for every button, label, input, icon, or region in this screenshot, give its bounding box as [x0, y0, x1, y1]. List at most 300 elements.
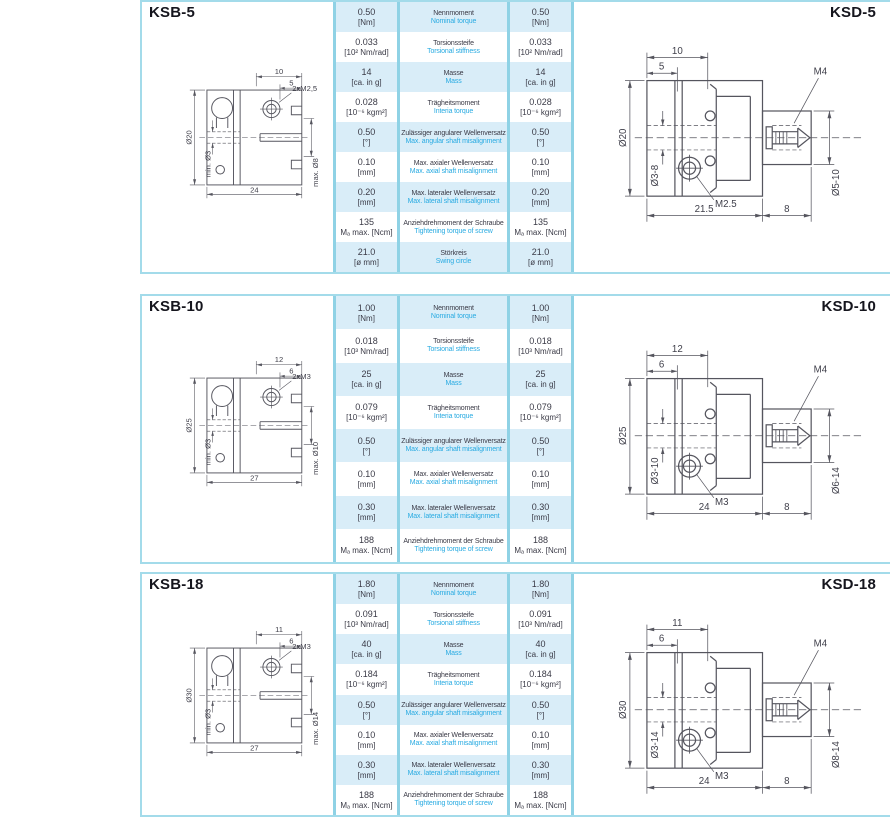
label-english: Torsional stiffness: [427, 619, 480, 627]
label-german: Zulässiger angularer Wellenversatz: [401, 129, 506, 137]
value-number: 14: [361, 67, 372, 77]
technical-drawing-ksd: [580, 336, 872, 537]
spec-table: [333, 2, 574, 272]
hub-bore-label: max. Ø10: [310, 441, 320, 475]
dim-label: 6: [289, 636, 294, 646]
label-german: Nennmoment: [433, 305, 474, 313]
value-unit: [10⁻⁶ kgm²]: [346, 108, 387, 117]
dim-label: 5: [289, 78, 294, 88]
spec-row: [336, 396, 571, 429]
value-unit: [10³ Nm/rad]: [344, 346, 389, 356]
dim-label: 12: [274, 354, 284, 364]
value-number: 0.50: [357, 435, 376, 446]
value-number: 40: [361, 639, 372, 650]
spec-label: [397, 529, 510, 562]
screw-label: 2xM3: [292, 371, 311, 381]
label-german: Masse: [443, 641, 464, 649]
value-number: 14: [535, 67, 546, 77]
set-screw-label: M4: [813, 364, 828, 376]
spec-value-left: [336, 212, 397, 242]
technical-drawing-ksb: [150, 54, 335, 204]
value-unit: [mm]: [357, 479, 376, 489]
spec-label: [397, 152, 510, 182]
label-english: Mass: [445, 77, 462, 85]
spec-label: [397, 92, 510, 122]
dim-label: 8: [784, 203, 790, 215]
value-unit: [Nm]: [532, 313, 549, 323]
dim-label: 5: [658, 61, 665, 73]
value-unit: [ca. in g]: [351, 380, 382, 390]
label-english: Nominal torque: [430, 589, 477, 597]
ksb-drawing-svg: [150, 612, 335, 762]
spec-label: [397, 2, 510, 32]
hub-bore-label: max. Ø8: [310, 158, 320, 187]
spec-value-right: [510, 242, 571, 272]
label-english: Max. angular shaft misalignment: [405, 710, 502, 718]
value-unit: [mm]: [531, 198, 550, 207]
label-english: Interia torque: [433, 412, 474, 420]
spec-label: [397, 62, 510, 92]
value-number: 0.028: [529, 97, 552, 107]
label-english: Tightening torque of screw: [414, 227, 493, 235]
label-german: Max. lateraler Wellenversatz: [411, 504, 496, 512]
label-english: Max. angular shaft misalignment: [405, 446, 502, 454]
spec-value-right: [510, 785, 571, 815]
label-german: Nennmoment: [433, 9, 474, 17]
spec-value-left: [336, 329, 397, 362]
spec-label: [397, 296, 510, 329]
spec-row: [336, 2, 571, 32]
clamp-screw-label: M3: [715, 771, 729, 783]
spec-value-right: [510, 329, 571, 362]
label-german: Max. axialer Wellenversatz: [413, 159, 494, 167]
dim-label: 10: [274, 66, 284, 76]
ksd-drawing-svg: [580, 336, 872, 537]
value-number: 0.50: [531, 127, 550, 137]
spec-label: [397, 32, 510, 62]
set-screw-label: M4: [813, 66, 828, 78]
value-number: 0.10: [357, 729, 376, 740]
spec-row: [336, 664, 571, 694]
spec-value-right: [510, 32, 571, 62]
dim-label: 6: [658, 359, 665, 371]
dim-label: 12: [671, 343, 683, 355]
value-number: 21.0: [357, 247, 376, 257]
hub-bore-label: Ø5-10: [831, 169, 843, 197]
spec-row: [336, 785, 571, 815]
spec-label: [397, 496, 510, 529]
spec-row: [336, 182, 571, 212]
label-english: Nominal torque: [430, 17, 477, 25]
spec-row: [336, 62, 571, 92]
value-unit: [ca. in g]: [525, 78, 556, 87]
value-unit: [10⁻⁶ kgm²]: [346, 680, 387, 690]
value-number: 0.30: [531, 759, 550, 770]
spec-value-left: [336, 755, 397, 785]
label-german: Anziehdrehmoment der Schraube: [403, 219, 504, 227]
label-german: Max. lateraler Wellenversatz: [411, 762, 496, 770]
label-german: Max. lateraler Wellenversatz: [411, 189, 496, 197]
label-german: Zulässiger angularer Wellenversatz: [401, 438, 506, 446]
value-unit: [mm]: [357, 168, 376, 177]
value-unit: [ca. in g]: [351, 78, 382, 87]
ksb-drawing-svg: [150, 342, 335, 492]
label-english: Max. angular shaft misalignment: [405, 137, 502, 145]
label-german: Masse: [443, 69, 464, 77]
value-unit: [Nm]: [358, 313, 375, 323]
value-number: 0.50: [357, 127, 376, 137]
ksd-drawing-svg: [580, 38, 872, 239]
value-number: 0.10: [531, 468, 550, 479]
value-number: 0.50: [357, 699, 376, 710]
value-unit: [°]: [362, 710, 371, 720]
spec-value-right: [510, 496, 571, 529]
value-number: 0.079: [529, 402, 552, 413]
label-english: Max. axial shaft misalignment: [409, 479, 498, 487]
value-number: 0.079: [355, 402, 378, 413]
label-german: Torsionssteife: [433, 39, 474, 47]
spec-label: [397, 604, 510, 634]
spec-value-left: [336, 496, 397, 529]
ksd-drawing-svg: [580, 610, 872, 811]
value-number: 0.10: [531, 157, 550, 167]
value-number: 135: [358, 217, 375, 227]
value-unit: [10³ Nm/rad]: [518, 620, 563, 630]
screw-label: 2xM2,5: [292, 83, 318, 93]
value-number: 0.10: [531, 729, 550, 740]
value-number: 0.091: [529, 609, 552, 620]
label-german: Störkreis: [440, 249, 467, 257]
value-unit: [10⁻⁶ kgm²]: [520, 108, 561, 117]
value-unit: Mₐ max. [Ncm]: [514, 800, 567, 810]
dim-label: 24: [698, 501, 710, 513]
spec-label: [397, 329, 510, 362]
value-unit: [°]: [536, 446, 545, 456]
spec-value-left: [336, 664, 397, 694]
label-german: Max. axialer Wellenversatz: [413, 732, 494, 740]
dim-label: 21.5: [694, 203, 714, 215]
dim-label: 6: [289, 366, 294, 376]
value-number: 0.018: [355, 335, 378, 346]
spec-row: [336, 429, 571, 462]
value-unit: [mm]: [357, 770, 376, 780]
spec-value-right: [510, 62, 571, 92]
value-number: 1.80: [531, 579, 550, 590]
value-number: 21.0: [531, 247, 550, 257]
label-german: Anziehdrehmoment der Schraube: [403, 537, 504, 545]
label-english: Max. lateral shaft misalignment: [407, 197, 500, 205]
dia-label: Ø25: [618, 426, 630, 445]
hub-bore-label: max. Ø14: [310, 711, 320, 745]
value-unit: Mₐ max. [Ncm]: [514, 228, 567, 237]
value-unit: [ca. in g]: [525, 650, 556, 660]
value-number: 0.091: [355, 609, 378, 620]
label-german: Torsionssteife: [433, 338, 474, 346]
value-number: 25: [361, 369, 372, 380]
value-number: 1.80: [357, 579, 376, 590]
value-number: 188: [358, 789, 375, 800]
dim-label: 10: [671, 45, 683, 57]
spec-value-right: [510, 182, 571, 212]
spec-value-right: [510, 396, 571, 429]
spec-label: [397, 363, 510, 396]
label-english: Tightening torque of screw: [414, 800, 493, 808]
spec-value-left: [336, 785, 397, 815]
label-german: Zulässiger angularer Wellenversatz: [401, 702, 506, 710]
spec-row: [336, 122, 571, 152]
spec-row: [336, 634, 571, 664]
value-number: 0.30: [357, 502, 376, 513]
dia-label: Ø25: [184, 418, 194, 433]
value-unit: Mₐ max. [Ncm]: [514, 546, 567, 556]
spec-value-left: [336, 296, 397, 329]
label-german: Trägheitsmoment: [427, 404, 480, 412]
value-unit: Mₐ max. [Ncm]: [340, 800, 393, 810]
value-number: 1.00: [531, 302, 550, 313]
label-german: Max. axialer Wellenversatz: [413, 471, 494, 479]
bore-label: min. Ø3: [203, 150, 213, 178]
spec-label: [397, 462, 510, 495]
value-unit: [°]: [536, 710, 545, 720]
spec-value-left: [336, 2, 397, 32]
label-german: Torsionssteife: [433, 611, 474, 619]
panel-ksb18-ksd18: [140, 572, 890, 817]
value-unit: [°]: [362, 446, 371, 456]
spec-value-right: [510, 92, 571, 122]
value-number: 0.10: [357, 468, 376, 479]
set-screw-label: M4: [813, 638, 828, 650]
label-german: Trägheitsmoment: [427, 671, 480, 679]
value-number: 0.50: [357, 7, 376, 17]
spec-value-left: [336, 462, 397, 495]
label-english: Mass: [445, 649, 462, 657]
bore-label: Ø3-10: [649, 457, 661, 485]
spec-value-right: [510, 695, 571, 725]
spec-label: [397, 725, 510, 755]
left-model-title: KSB-18: [149, 576, 204, 593]
value-unit: [10³ Nm/rad]: [344, 620, 389, 630]
label-english: Max. lateral shaft misalignment: [407, 770, 500, 778]
label-english: Nominal torque: [430, 313, 477, 321]
spec-label: [397, 664, 510, 694]
spec-value-left: [336, 429, 397, 462]
value-unit: [Nm]: [358, 18, 375, 27]
value-number: 0.30: [357, 759, 376, 770]
label-english: Interia torque: [433, 107, 474, 115]
value-number: 0.184: [355, 669, 378, 680]
spec-value-right: [510, 574, 571, 604]
spec-value-right: [510, 664, 571, 694]
spec-label: [397, 212, 510, 242]
dia-label: Ø20: [184, 130, 194, 145]
spec-row: [336, 725, 571, 755]
spec-row: [336, 329, 571, 362]
value-unit: [°]: [362, 138, 371, 147]
left-model-title: KSB-5: [149, 4, 196, 21]
value-number: 0.50: [531, 7, 550, 17]
value-number: 188: [358, 535, 375, 546]
value-unit: [10⁻⁶ kgm²]: [520, 413, 561, 423]
dim-label: 11: [275, 624, 283, 634]
spec-row: [336, 496, 571, 529]
spec-value-left: [336, 92, 397, 122]
right-model-title: KSD-10: [821, 298, 876, 315]
value-number: 25: [535, 369, 546, 380]
spec-value-left: [336, 529, 397, 562]
value-unit: [10² Nm/rad]: [518, 48, 563, 57]
value-unit: Mₐ max. [Ncm]: [340, 228, 393, 237]
dim-label: 27: [250, 473, 259, 483]
spec-value-left: [336, 363, 397, 396]
label-german: Trägheitsmoment: [427, 99, 480, 107]
spec-row: [336, 92, 571, 122]
value-unit: [Nm]: [358, 590, 375, 600]
spec-value-right: [510, 122, 571, 152]
spec-row: [336, 152, 571, 182]
spec-label: [397, 695, 510, 725]
value-unit: [mm]: [531, 513, 550, 523]
right-model-title: KSD-18: [821, 576, 876, 593]
value-unit: [Nm]: [532, 590, 549, 600]
value-number: 0.50: [531, 435, 550, 446]
dia-label: Ø30: [184, 688, 194, 703]
spec-row: [336, 695, 571, 725]
dim-label: 11: [672, 617, 683, 629]
ksb-drawing-svg: [150, 54, 335, 204]
technical-drawing-ksb: [150, 342, 335, 492]
value-unit: [mm]: [357, 198, 376, 207]
bore-label: Ø3-8: [649, 164, 661, 187]
value-unit: [ø mm]: [528, 258, 553, 267]
value-unit: [mm]: [531, 168, 550, 177]
value-unit: [mm]: [531, 740, 550, 750]
label-english: Torsional stiffness: [427, 47, 480, 55]
value-number: 0.033: [355, 37, 378, 47]
right-model-title: KSD-5: [829, 4, 876, 21]
spec-row: [336, 462, 571, 495]
spec-value-right: [510, 2, 571, 32]
value-number: 188: [532, 789, 549, 800]
label-german: Nennmoment: [433, 581, 474, 589]
label-english: Torsional stiffness: [427, 346, 480, 354]
spec-table: [333, 574, 574, 815]
spec-value-right: [510, 604, 571, 634]
spec-value-left: [336, 604, 397, 634]
spec-value-right: [510, 725, 571, 755]
value-unit: Mₐ max. [Ncm]: [340, 546, 393, 556]
label-english: Max. axial shaft misalignment: [409, 167, 498, 175]
value-number: 0.184: [529, 669, 552, 680]
value-number: 135: [532, 217, 549, 227]
spec-value-right: [510, 529, 571, 562]
spec-label: [397, 634, 510, 664]
label-english: Max. axial shaft misalignment: [409, 740, 498, 748]
spec-value-left: [336, 634, 397, 664]
dim-label: 6: [658, 633, 665, 645]
spec-row: [336, 212, 571, 242]
value-number: 0.018: [529, 335, 552, 346]
value-number: 40: [535, 639, 546, 650]
value-unit: [10² Nm/rad]: [344, 48, 389, 57]
value-number: 0.033: [529, 37, 552, 47]
spec-value-right: [510, 462, 571, 495]
spec-row: [336, 296, 571, 329]
spec-row: [336, 755, 571, 785]
spec-label: [397, 122, 510, 152]
spec-row: [336, 574, 571, 604]
spec-value-left: [336, 32, 397, 62]
spec-table: [333, 296, 574, 562]
spec-row: [336, 363, 571, 396]
value-number: 0.20: [357, 187, 376, 197]
spec-value-right: [510, 152, 571, 182]
spec-value-right: [510, 212, 571, 242]
bore-label: min. Ø3: [203, 438, 213, 466]
spec-value-left: [336, 182, 397, 212]
label-german: Anziehdrehmoment der Schraube: [403, 792, 504, 800]
spec-label: [397, 396, 510, 429]
spec-value-right: [510, 429, 571, 462]
hub-bore-label: Ø8-14: [831, 741, 843, 769]
spec-value-left: [336, 152, 397, 182]
clamp-screw-label: M3: [715, 497, 729, 509]
spec-value-left: [336, 396, 397, 429]
panel-ksb5-ksd5: [140, 0, 890, 274]
spec-row: [336, 529, 571, 562]
spec-label: [397, 429, 510, 462]
value-unit: [ca. in g]: [525, 380, 556, 390]
value-number: 0.50: [531, 699, 550, 710]
spec-value-left: [336, 122, 397, 152]
label-english: Max. lateral shaft misalignment: [407, 512, 500, 520]
spec-row: [336, 242, 571, 272]
spec-value-left: [336, 725, 397, 755]
dia-label: Ø30: [618, 700, 630, 719]
value-unit: [Nm]: [532, 18, 549, 27]
spec-label: [397, 242, 510, 272]
dim-label: 8: [784, 501, 790, 513]
value-unit: [°]: [536, 138, 545, 147]
technical-drawing-ksd: [580, 610, 872, 811]
dim-label: 24: [250, 185, 259, 195]
dim-label: 24: [698, 775, 710, 787]
value-unit: [ca. in g]: [351, 650, 382, 660]
value-number: 1.00: [357, 302, 376, 313]
panel-ksb10-ksd10: [140, 294, 890, 564]
value-unit: [mm]: [531, 479, 550, 489]
left-model-title: KSB-10: [149, 298, 204, 315]
bore-label: Ø3-14: [649, 731, 661, 759]
spec-label: [397, 182, 510, 212]
spec-value-left: [336, 574, 397, 604]
spec-value-right: [510, 755, 571, 785]
technical-drawing-ksd: [580, 38, 872, 239]
value-number: 0.028: [355, 97, 378, 107]
value-number: 0.20: [531, 187, 550, 197]
label-english: Interia torque: [433, 679, 474, 687]
dia-label: Ø20: [618, 128, 630, 147]
spec-label: [397, 574, 510, 604]
value-number: 0.10: [357, 157, 376, 167]
spec-label: [397, 755, 510, 785]
value-unit: [mm]: [531, 770, 550, 780]
spec-row: [336, 32, 571, 62]
label-german: Masse: [443, 371, 464, 379]
value-unit: [mm]: [357, 513, 376, 523]
value-unit: [10⁻⁶ kgm²]: [520, 680, 561, 690]
bore-label: min. Ø3: [203, 708, 213, 736]
spec-value-left: [336, 62, 397, 92]
